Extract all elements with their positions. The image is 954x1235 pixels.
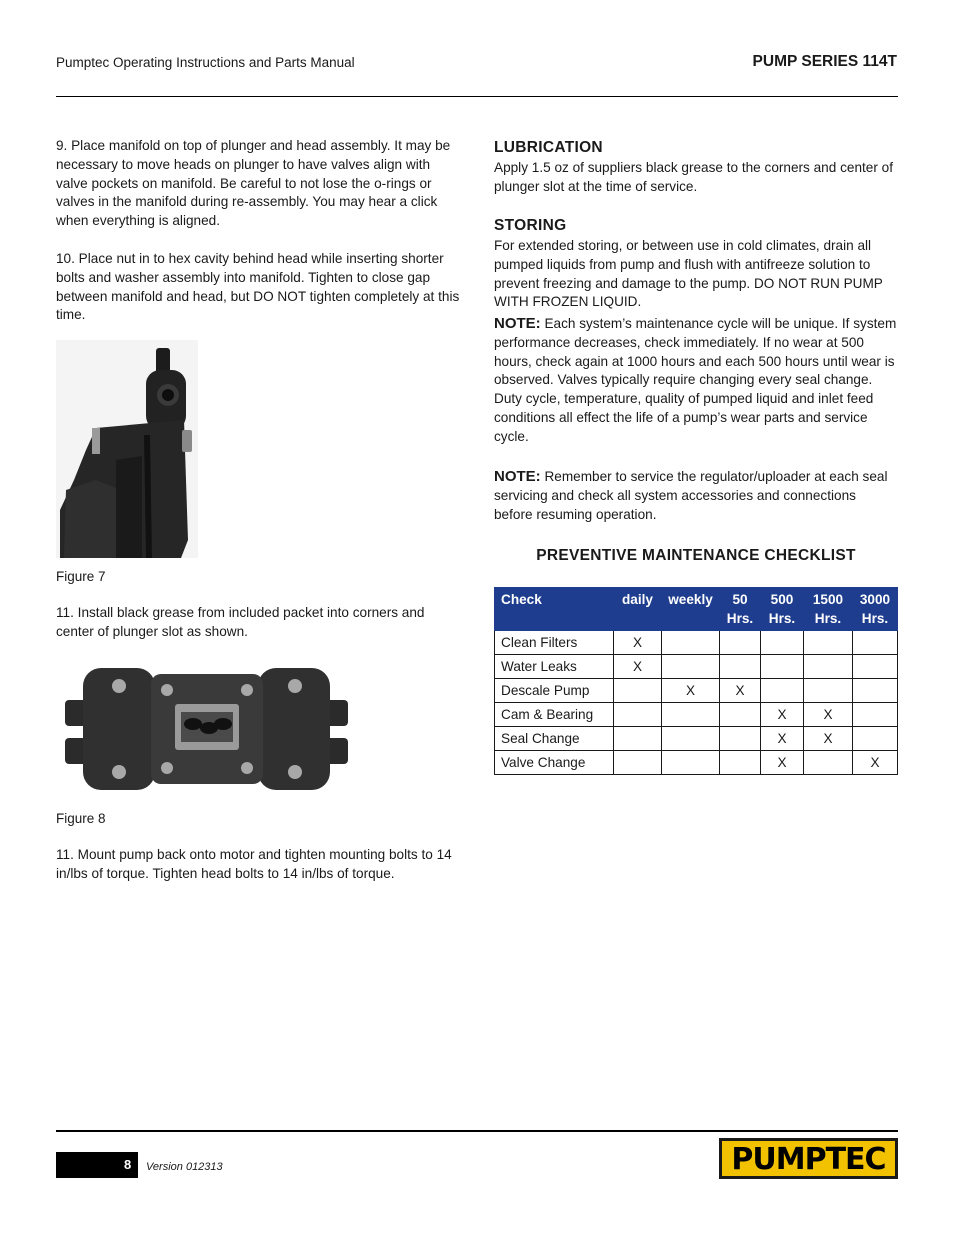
table-cell [853,703,898,727]
note-text: Each system’s maintenance cycle will be unique. If system performance decreases, check immediately. If no wear at 500 hours, check again at 1000 hours and each 500 hours until wear is observed. Valves typically require changing every seal change. Duty cycle, temperature, quality of pumped liquid and inlet feed conditions all effect the life of a pump’s wear parts and service cycle. [494,316,897,444]
column-header: 1500 Hrs. [804,588,853,631]
manual-title: Pumptec Operating Instructions and Parts Manual [56,55,355,70]
table-cell: Valve Change [495,751,614,775]
table-cell: X [662,679,720,703]
figure-7-caption: Figure 7 [56,569,106,584]
storing-heading: STORING [494,217,567,234]
table-cell: X [761,751,804,775]
table-cell [720,751,761,775]
table-cell [614,727,662,751]
table-cell [614,679,662,703]
version-label: Version 012313 [146,1161,223,1173]
column-header: 50 Hrs. [720,588,761,631]
storing-text: For extended storing, or between use in cold climates, drain all pumped liquids from pump and flush with antifreeze solution to prevent freezing and damage to the pump. DO NOT RUN PUMP WITH FROZEN LIQUID. [494,238,883,310]
table-cell [662,703,720,727]
table-cell: X [720,679,761,703]
table-cell [761,679,804,703]
table-cell: Water Leaks [495,655,614,679]
table-cell: X [804,703,853,727]
column-header: Check [495,588,614,631]
page-number: 8 [124,1157,132,1172]
table-cell [804,631,853,655]
checklist-header-row [495,588,898,631]
column-header: weekly [662,588,720,631]
note-label: NOTE: [494,315,541,332]
pumptec-logo [719,1138,898,1179]
table-cell: X [761,703,804,727]
column-header: 500 Hrs. [761,588,804,631]
step-10-text: 10. Place nut in to hex cavity behind head while inserting shorter bolts and washer assembly into manifold. Tighten to close gap between manifold and head, but DO NOT tighten completely at this time. [56,251,460,323]
table-cell [804,751,853,775]
maintenance-checklist-table [494,587,898,775]
checklist-heading: PREVENTIVE MAINTENANCE CHECKLIST [536,547,856,564]
table-cell [662,751,720,775]
table-cell [662,655,720,679]
lubrication-text: Apply 1.5 oz of suppliers black grease to the corners and center of plunger slot at the time of service. [494,160,893,194]
table-row [495,751,898,775]
column-header: 3000 Hrs. [853,588,898,631]
column-header: daily [614,588,662,631]
step-9-text: 9. Place manifold on top of plunger and head assembly. It may be necessary to move heads on plunger to have valves align with valve pockets on manifold. Be careful to not lose the o-rings or valves in the manifold during re-assembly. You may hear a click when everything is aligned. [56,138,451,229]
table-cell: Cam & Bearing [495,703,614,727]
table-cell [804,679,853,703]
table-cell: X [614,631,662,655]
table-row [495,727,898,751]
note-label: NOTE: [494,468,541,485]
table-cell [662,631,720,655]
table-row [495,703,898,727]
step-11-grease-text: 11. Install black grease from included packet into corners and center of plunger slot as shown. [56,605,425,639]
table-row [495,655,898,679]
table-cell [720,727,761,751]
table-cell: X [853,751,898,775]
table-cell: X [614,655,662,679]
table-cell [853,679,898,703]
table-cell [804,655,853,679]
table-cell [761,655,804,679]
table-cell: X [761,727,804,751]
table-cell [720,655,761,679]
step-11-mount-text: 11. Mount pump back onto motor and tighten mounting bolts to 14 in/lbs of torque. Tighten head bolts to 14 in/lbs of torque. [56,847,452,881]
table-row [495,631,898,655]
table-row [495,679,898,703]
svg-text:PUMPTEC: PUMPTEC [731,1142,886,1177]
figure-8-caption: Figure 8 [56,811,106,826]
table-cell: Seal Change [495,727,614,751]
table-cell [720,631,761,655]
lubrication-heading: LUBRICATION [494,139,603,156]
table-cell: X [804,727,853,751]
table-cell [720,703,761,727]
table-cell [853,727,898,751]
note-regulator [494,468,898,524]
table-cell [853,631,898,655]
table-cell: Clean Filters [495,631,614,655]
table-cell [761,631,804,655]
pump-series-title: PUMP SERIES 114T [752,53,897,70]
table-cell [614,703,662,727]
table-cell [853,655,898,679]
table-cell [614,751,662,775]
table-cell [662,727,720,751]
note-maintenance-cycle [494,315,898,447]
table-cell: Descale Pump [495,679,614,703]
header-divider [56,96,898,97]
figure-7-image [56,340,198,558]
note-text: Remember to service the regulator/uploader at each seal servicing and check all system accessories and connections before resuming operation. [494,469,888,522]
footer-divider [56,1130,898,1132]
figure-8-image [63,660,350,795]
